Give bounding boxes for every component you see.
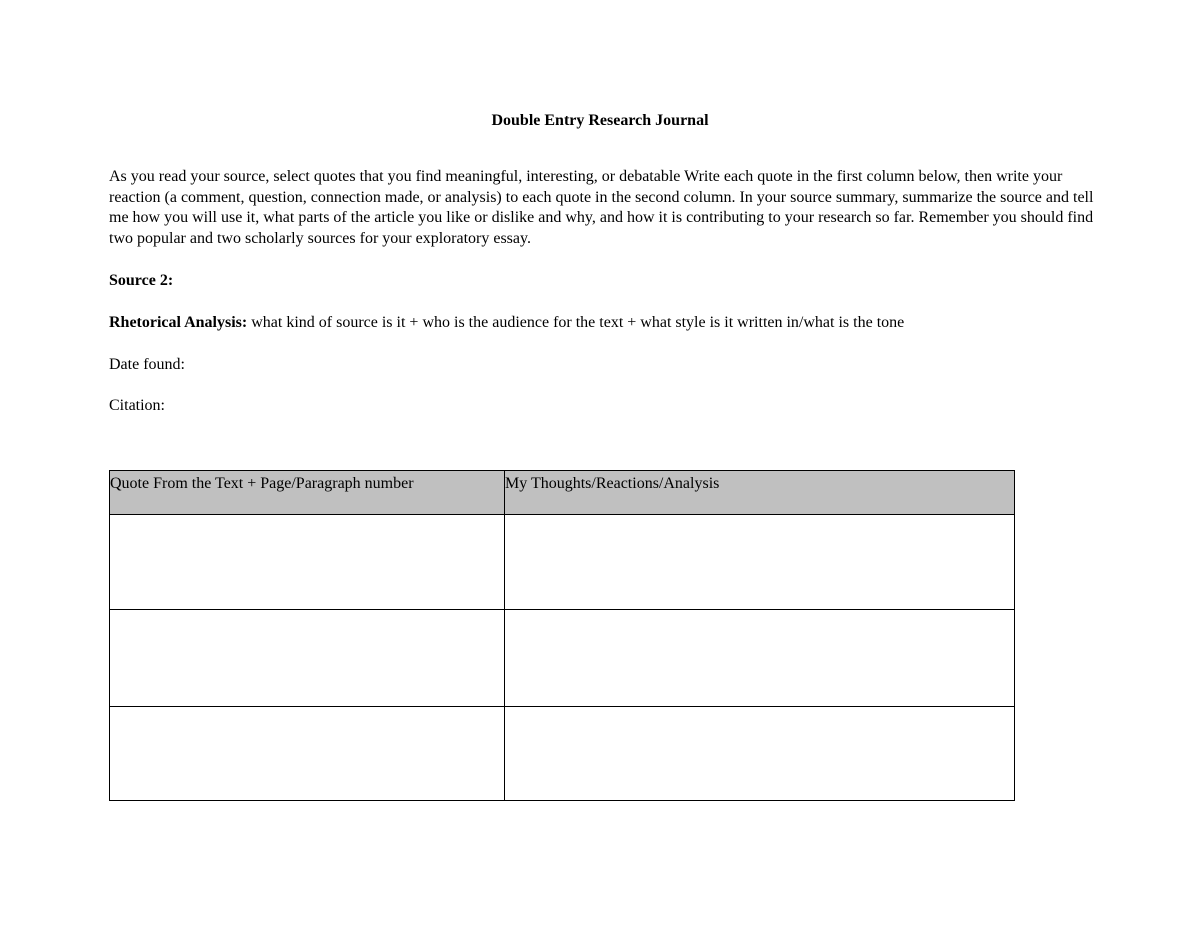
quote-cell[interactable]: [110, 515, 505, 610]
header-thoughts-column: My Thoughts/Reactions/Analysis: [505, 471, 1015, 515]
quote-cell[interactable]: [110, 610, 505, 707]
date-found-label: Date found:: [109, 356, 185, 373]
instructions-paragraph: As you read your source, select quotes that you find meaningful, interesting, or debatable Write each quote in the first column below, then write your reaction (a comment, question, connection made, or analysis) to each quote in the second column. In your source summary, summarize the source and tell me how you will use it, what parts of the article you like or dislike and why, and how it is contributing to your research so far. Remember you should find two popular and two scholarly sources for your exploratory essay.: [109, 168, 1094, 248]
thoughts-cell[interactable]: [505, 610, 1015, 707]
quote-cell[interactable]: [110, 707, 505, 801]
journal-table: [109, 470, 1015, 801]
source-label: Source 2:: [109, 272, 174, 289]
rhetorical-analysis-line: [109, 313, 904, 333]
document-title: Double Entry Research Journal: [491, 112, 709, 129]
table-row: [110, 610, 1015, 707]
rhetorical-analysis-text: what kind of source is it + who is the audience for the text + what style is it written in/what is the tone: [247, 314, 905, 331]
table-header-row: [110, 471, 1015, 515]
thoughts-cell[interactable]: [505, 707, 1015, 801]
citation-label: Citation:: [109, 397, 165, 414]
table-row: [110, 515, 1015, 610]
table-row: [110, 707, 1015, 801]
rhetorical-analysis-label: Rhetorical Analysis:: [109, 314, 248, 331]
thoughts-cell[interactable]: [505, 515, 1015, 610]
header-quote-column: Quote From the Text + Page/Paragraph number: [110, 471, 505, 515]
